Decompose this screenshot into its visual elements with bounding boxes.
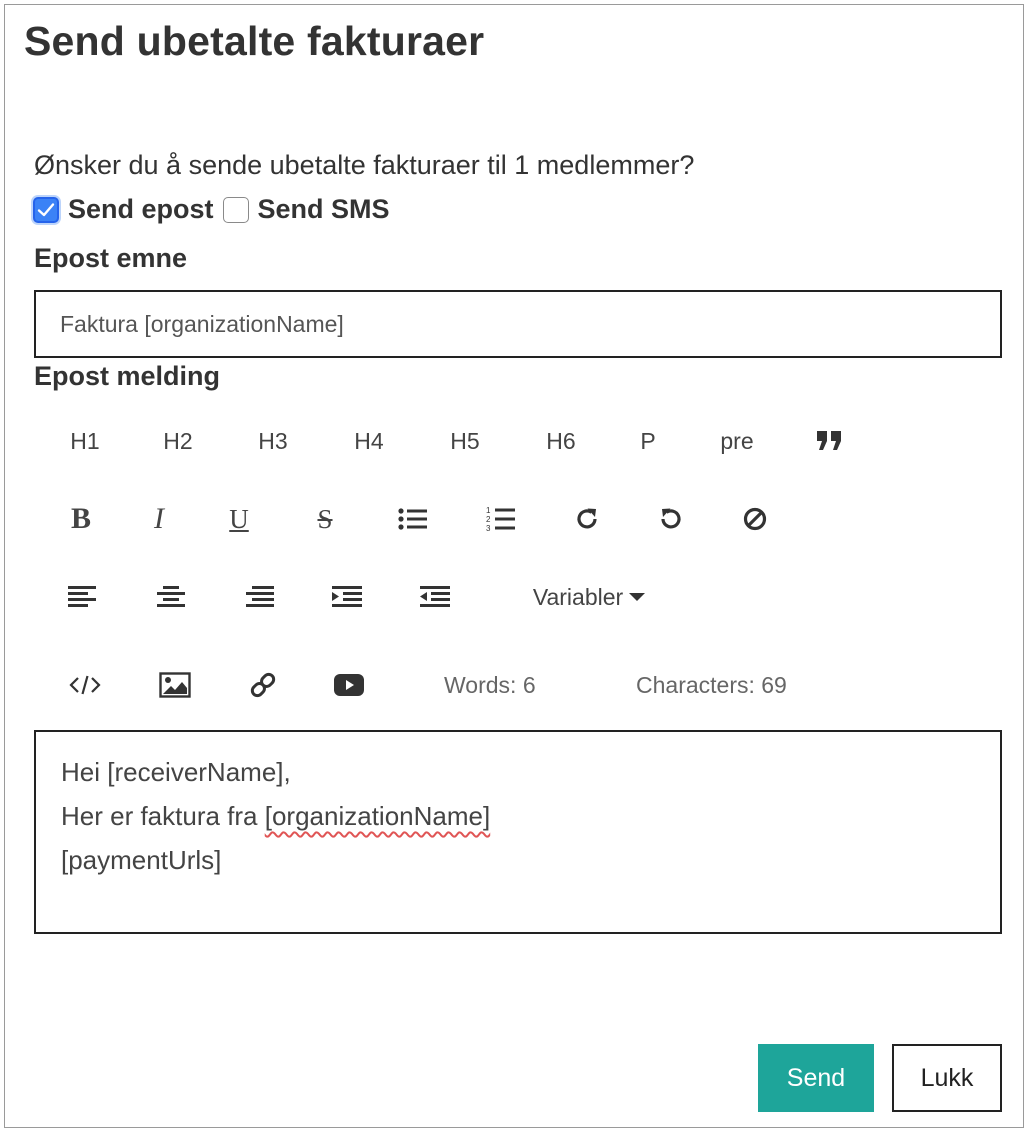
dialog-title: Send ubetalte fakturaer <box>24 18 485 64</box>
image-icon[interactable] <box>144 660 206 710</box>
message-line-3: [paymentUrls] <box>61 845 222 875</box>
indent-icon[interactable] <box>316 572 378 622</box>
send-email-label[interactable]: Send epost <box>68 194 214 224</box>
message-line-1: Hei [receiverName], <box>61 757 291 787</box>
email-message-editor[interactable] <box>34 730 1002 934</box>
bullet-list-icon[interactable] <box>382 494 444 544</box>
message-line-2-text: Her er faktura fra <box>61 801 265 831</box>
clear-format-icon[interactable] <box>724 494 786 544</box>
numbered-list-icon[interactable] <box>470 494 532 544</box>
html-code-icon[interactable] <box>54 660 116 710</box>
outdent-icon[interactable] <box>404 572 466 622</box>
email-message-label: Epost melding <box>34 361 221 391</box>
heading-h3-button[interactable]: H3 <box>258 427 288 454</box>
heading-h6-button[interactable]: H6 <box>546 427 576 454</box>
caret-down-icon <box>629 592 645 602</box>
checkmark-icon <box>37 202 55 218</box>
toolbar-headings-row <box>34 416 1002 466</box>
bold-icon[interactable]: B <box>70 502 91 535</box>
align-left-icon[interactable] <box>52 572 114 622</box>
email-subject-label: Epost emne <box>34 243 188 273</box>
send-button[interactable]: Send <box>758 1044 874 1112</box>
send-sms-label[interactable]: Send SMS <box>257 194 390 224</box>
redo-icon[interactable] <box>556 494 618 544</box>
send-options <box>33 194 399 225</box>
undo-icon[interactable] <box>640 494 702 544</box>
video-icon[interactable] <box>318 660 380 710</box>
heading-h4-button[interactable]: H4 <box>354 427 384 454</box>
heading-h1-button[interactable]: H1 <box>70 427 100 454</box>
toolbar-insert-row <box>34 660 1002 710</box>
spellcheck-word: [organizationName] <box>264 801 491 831</box>
toolbar-format-row <box>34 494 1002 544</box>
strikethrough-icon[interactable]: S <box>317 503 333 534</box>
character-count: Characters: 69 <box>636 671 787 698</box>
toolbar-align-row <box>34 572 1002 622</box>
heading-h2-button[interactable]: H2 <box>163 427 193 454</box>
send-sms-checkbox[interactable] <box>223 197 249 223</box>
svg-text:2: 2 <box>486 515 491 524</box>
variables-label: Variabler <box>532 583 624 610</box>
italic-icon[interactable]: I <box>154 502 164 535</box>
paragraph-button[interactable]: P <box>640 427 656 454</box>
link-icon[interactable] <box>232 660 294 710</box>
preformatted-button[interactable]: pre <box>720 427 754 454</box>
word-count: Words: 6 <box>444 671 536 698</box>
close-button[interactable]: Lukk <box>892 1044 1002 1112</box>
dialog-question: Ønsker du å sende ubetalte fakturaer til 1 medlemmer? <box>34 150 695 180</box>
align-right-icon[interactable] <box>228 572 290 622</box>
heading-h5-button[interactable]: H5 <box>450 427 480 454</box>
email-subject-input[interactable] <box>34 290 1002 358</box>
quote-icon[interactable] <box>800 416 860 466</box>
variables-dropdown[interactable] <box>514 572 664 622</box>
svg-text:1: 1 <box>486 506 491 515</box>
svg-text:3: 3 <box>486 524 491 533</box>
message-line-2 <box>61 794 975 838</box>
underline-icon[interactable]: U <box>229 503 249 534</box>
align-center-icon[interactable] <box>140 572 202 622</box>
send-email-checkbox[interactable] <box>33 197 59 223</box>
